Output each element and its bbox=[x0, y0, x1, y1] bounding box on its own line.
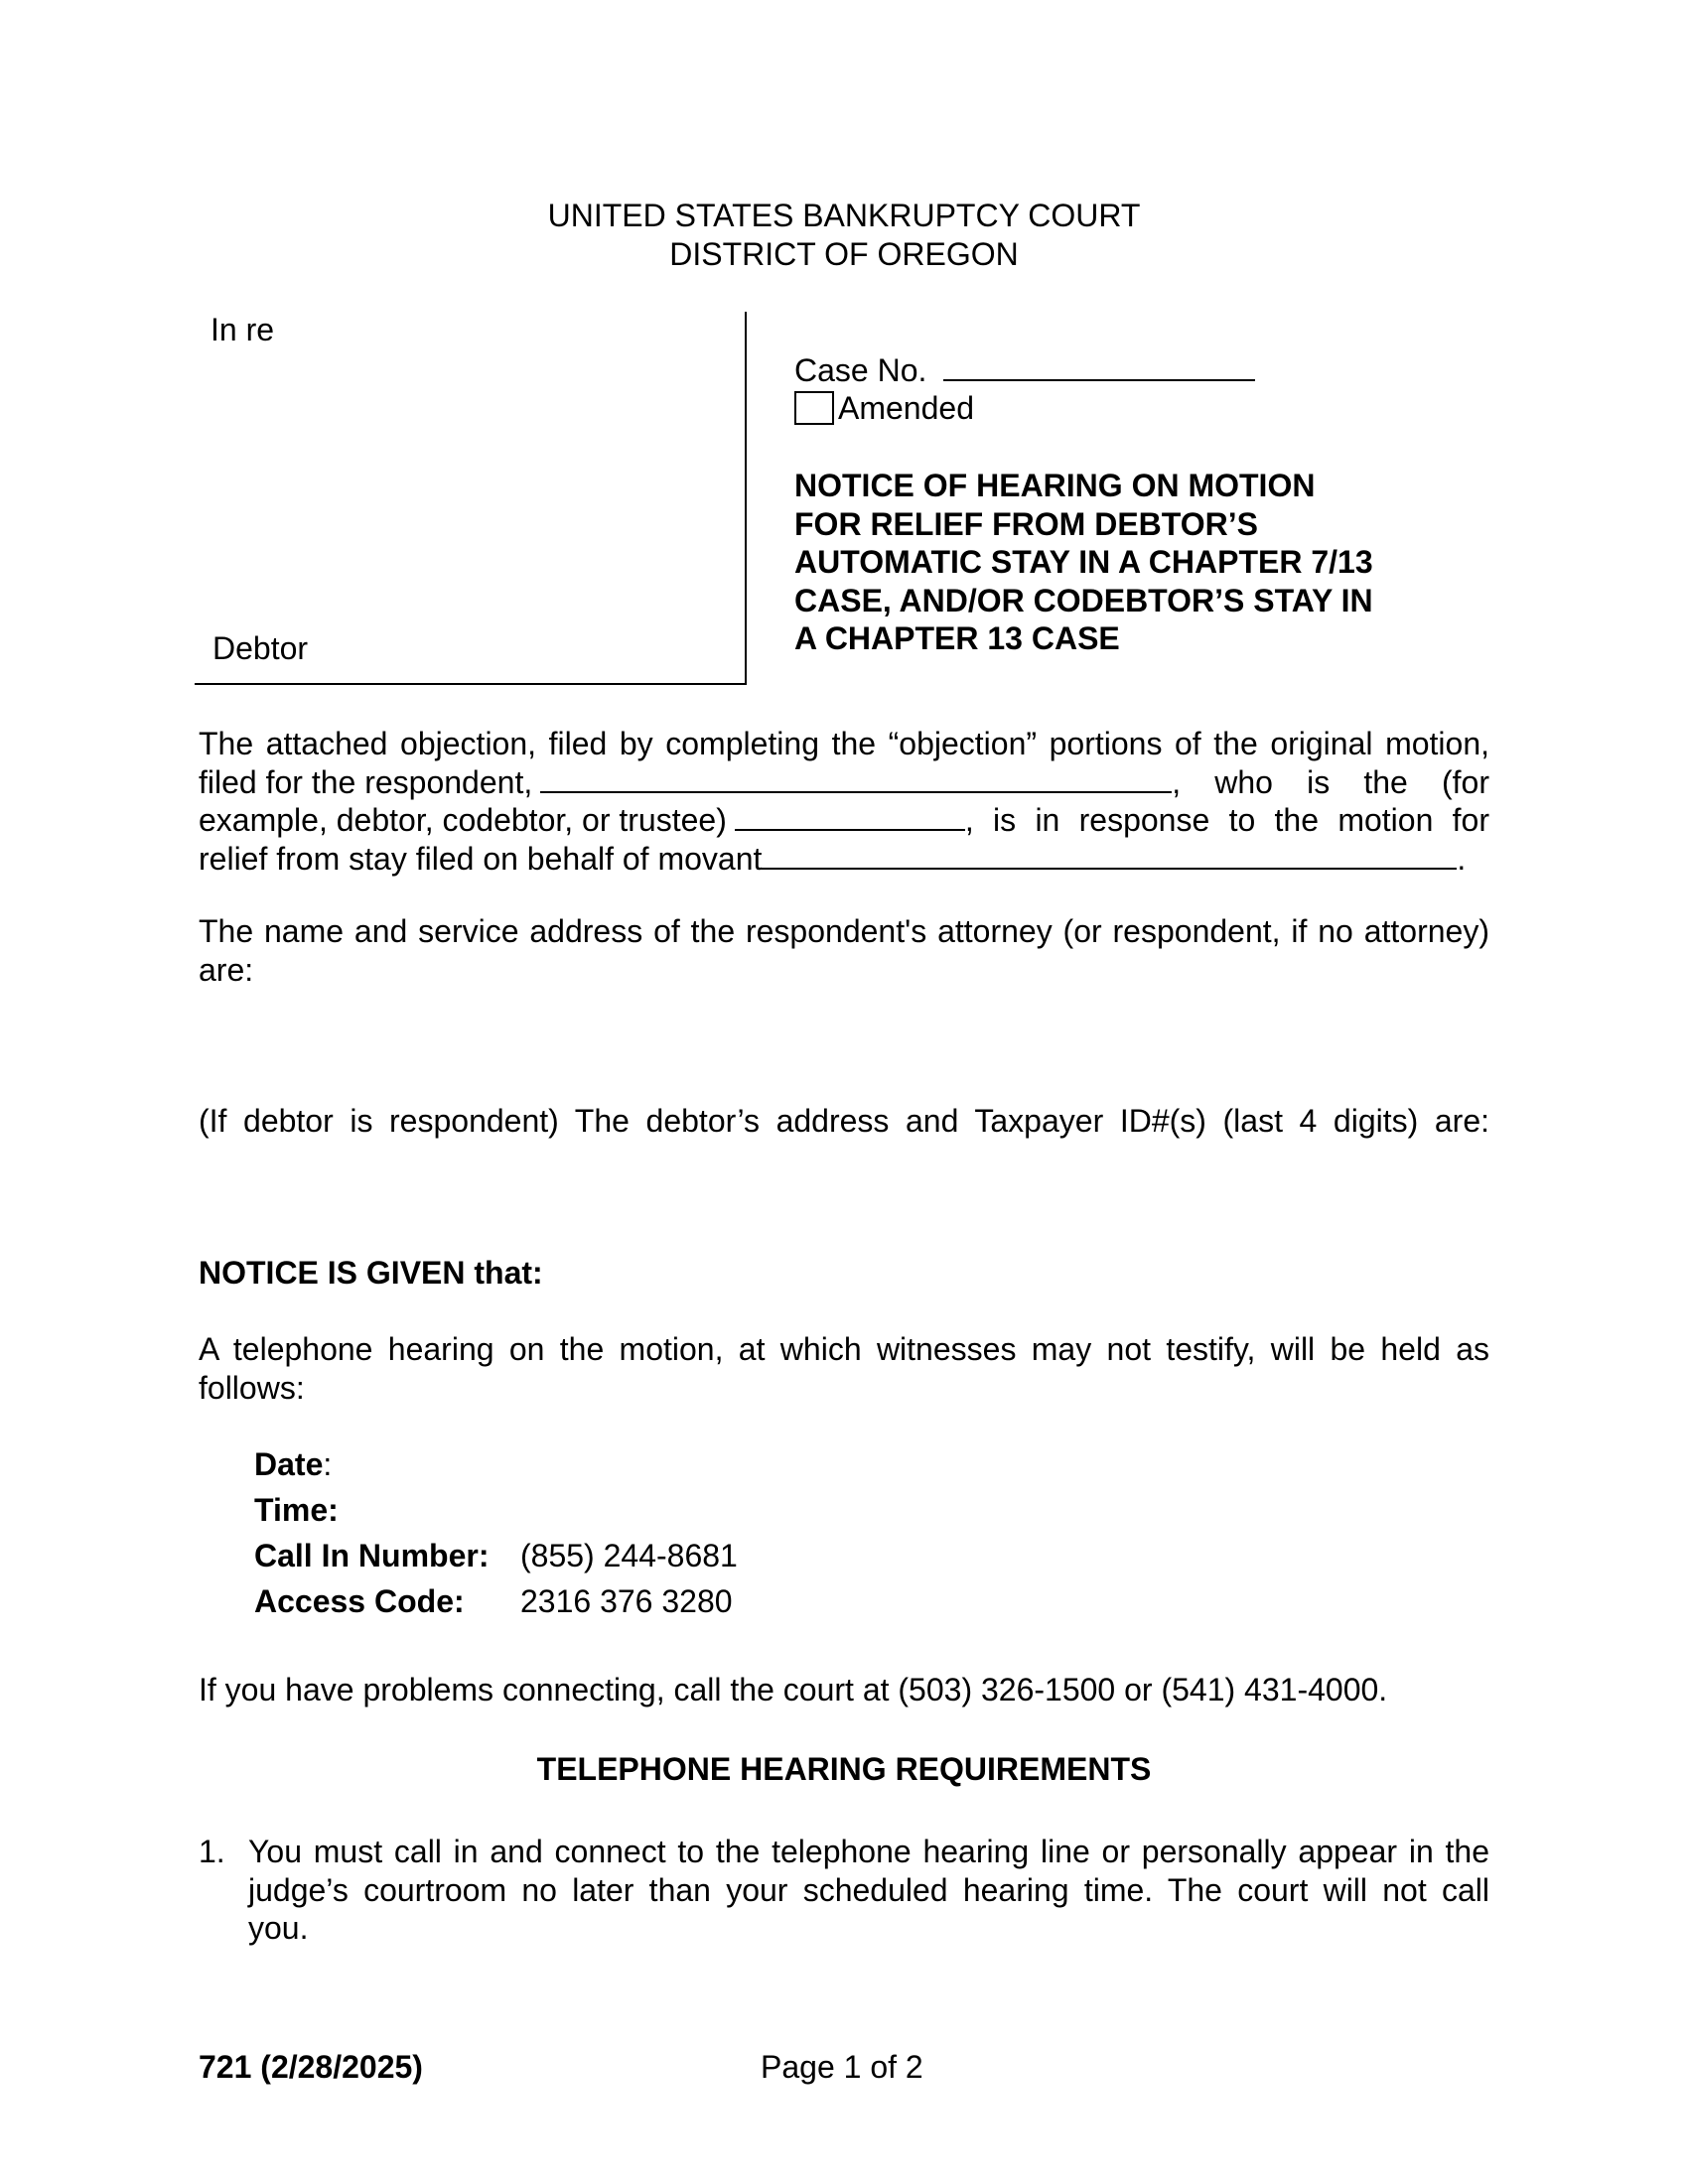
paragraph-line bbox=[199, 763, 1489, 802]
attorney-address-paragraph bbox=[199, 912, 1489, 989]
paragraph-line bbox=[199, 840, 1489, 879]
paragraph-line: The name and service address of the respondent's attorney (or respondent, if no attorney) bbox=[199, 913, 1489, 949]
title-line: AUTOMATIC STAY IN A CHAPTER 7/13 bbox=[794, 544, 1373, 580]
movant-suffix: . bbox=[1457, 840, 1467, 877]
requirement-line: judge’s courtroom no later than your scheduled hearing time. The court will not call bbox=[248, 1871, 1489, 1908]
hearing-details bbox=[254, 1441, 738, 1624]
title-line: NOTICE OF HEARING ON MOTION bbox=[794, 468, 1316, 503]
requirement-line: You must call in and connect to the telephone hearing line or personally appear in the bbox=[248, 1834, 1489, 1869]
paragraph-line bbox=[199, 801, 1489, 840]
role-suffix: , is in response to the motion for bbox=[964, 802, 1489, 838]
connection-problems-text: If you have problems connecting, call the court at (503) 326-1500 or (541) 431-4000. bbox=[199, 1672, 1388, 1707]
case-number-label: Case No. bbox=[794, 352, 927, 388]
hearing-time-label: Time: bbox=[254, 1492, 339, 1528]
title-line: CASE, AND/OR CODEBTOR’S STAY IN bbox=[794, 582, 1373, 618]
hearing-paragraph bbox=[199, 1330, 1489, 1407]
court-name: UNITED STATES BANKRUPTCY COURT bbox=[547, 198, 1141, 233]
court-district: DISTRICT OF OREGON bbox=[669, 236, 1019, 272]
hearing-date-label: Date bbox=[254, 1446, 324, 1482]
respondent-suffix: , who is the (for bbox=[1172, 763, 1489, 800]
requirement-line: you. bbox=[248, 1910, 309, 1946]
page-number: Page 1 of 2 bbox=[761, 2049, 923, 2085]
title-line: FOR RELIEF FROM DEBTOR’S bbox=[794, 505, 1258, 542]
debtor-address-paragraph: (If debtor is respondent) The debtor’s address and Taxpayer ID#(s) (last 4 digits) are: bbox=[199, 1103, 1489, 1139]
case-number-field[interactable] bbox=[943, 353, 1255, 381]
role-prefix: example, debtor, codebtor, or trustee) bbox=[199, 802, 727, 838]
respondent-name-field[interactable] bbox=[540, 765, 1172, 793]
requirement-text bbox=[248, 1833, 1489, 1948]
paragraph-line: The attached objection, filed by completing the “objection” portions of the original motion, bbox=[199, 726, 1489, 761]
caption-horizontal-divider bbox=[195, 683, 747, 685]
movant-prefix: relief from stay filed on behalf of movant bbox=[199, 840, 763, 877]
in-re-label: In re bbox=[211, 312, 275, 347]
case-number-row bbox=[794, 351, 1255, 389]
notice-heading: NOTICE IS GIVEN that: bbox=[199, 1255, 543, 1291]
call-in-label: Call In Number: bbox=[254, 1538, 490, 1573]
requirement-number: 1. bbox=[199, 1834, 225, 1869]
debtor-label: Debtor bbox=[212, 630, 309, 666]
paragraph-line: are: bbox=[199, 951, 254, 988]
paragraph-line: A telephone hearing on the motion, at which witnesses may not testify, will be held as bbox=[199, 1331, 1489, 1367]
objection-paragraph bbox=[199, 725, 1489, 878]
form-id: 721 (2/28/2025) bbox=[199, 2049, 423, 2085]
call-in-row bbox=[254, 1533, 738, 1578]
hearing-date-row bbox=[254, 1441, 738, 1487]
respondent-prefix: filed for the respondent, bbox=[199, 763, 533, 800]
title-line: A CHAPTER 13 CASE bbox=[794, 620, 1120, 656]
access-code-label: Access Code: bbox=[254, 1583, 465, 1619]
requirement-item bbox=[199, 1833, 1489, 1948]
amended-label: Amended bbox=[838, 390, 974, 426]
document-title bbox=[794, 467, 1470, 658]
respondent-role-field[interactable] bbox=[735, 803, 965, 831]
amended-row bbox=[794, 389, 974, 427]
hearing-time-row bbox=[254, 1487, 738, 1533]
call-in-number: (855) 244-8681 bbox=[520, 1538, 738, 1573]
movant-name-field[interactable] bbox=[762, 842, 1457, 870]
caption-vertical-divider bbox=[745, 312, 747, 684]
requirements-heading: TELEPHONE HEARING REQUIREMENTS bbox=[536, 1751, 1152, 1787]
amended-checkbox[interactable] bbox=[794, 391, 834, 425]
paragraph-line: follows: bbox=[199, 1369, 305, 1406]
access-code-value: 2316 376 3280 bbox=[520, 1583, 733, 1619]
hearing-date-colon: : bbox=[323, 1446, 333, 1482]
access-code-row bbox=[254, 1578, 738, 1624]
